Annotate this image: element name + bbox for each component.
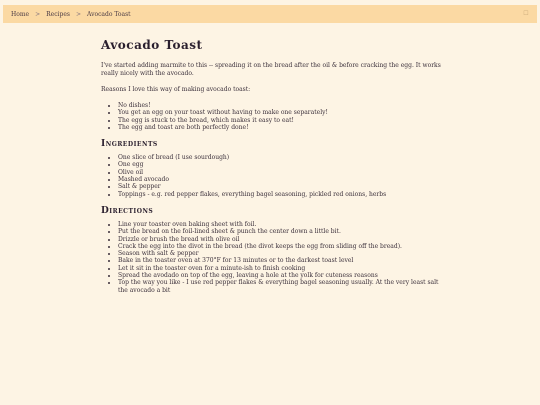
list-item: • Let it sit in the toaster oven for a minute-ish to finish cooking: [118, 265, 441, 272]
list-item: • Salt & pepper: [118, 183, 441, 190]
list-item: • Put the bread on the foil-lined sheet & punch the center down a little bit.: [118, 228, 441, 235]
breadcrumb: [3, 5, 537, 23]
breadcrumb-recipes-link[interactable]: Recipes: [46, 10, 70, 18]
list-item: • The egg is stuck to the bread, which makes it easy to eat!: [118, 117, 441, 124]
reasons-intro: Reasons I love this way of making avocado toast:: [101, 86, 251, 93]
directions-list: [101, 221, 441, 294]
recipe-intro: I've started adding marmite to this -- spreading it on the bread after the oil & before cracking the egg. It works really nicely with the avocado.: [101, 62, 441, 77]
breadcrumb-separator: >: [75, 10, 81, 18]
reasons-list: [101, 102, 441, 131]
list-item: • No dishes!: [118, 102, 441, 109]
recipe-content: [101, 38, 441, 300]
list-item: • Mashed avocado: [118, 176, 441, 183]
toggle-icon[interactable]: ☐: [523, 10, 529, 17]
directions-heading: Directions: [101, 205, 154, 216]
list-item: • Crack the egg into the divot in the bread (the divot keeps the egg from sliding off the bread).: [118, 243, 441, 250]
list-item: • Top the way you like - I use red pepper flakes & everything bagel seasoning usually. At the very least salt the avocado a bit: [118, 279, 441, 294]
list-item: • Spread the avodado on top of the egg, leaving a hole at the yolk for cuteness reasons: [118, 272, 441, 279]
list-item: • Toppings - e.g. red pepper flakes, everything bagel seasoning, pickled red onions, herbs: [118, 191, 441, 198]
list-item: • Line your toaster oven baking sheet with foil.: [118, 221, 441, 228]
list-item: • Olive oil: [118, 169, 441, 176]
list-item: • One slice of bread (I use sourdough): [118, 154, 441, 161]
page-title: Avocado Toast: [101, 38, 203, 52]
list-item: • Season with salt & pepper: [118, 250, 441, 257]
ingredients-heading: Ingredients: [101, 139, 158, 150]
list-item: • One egg: [118, 161, 441, 168]
list-item: • Bake in the toaster oven at 370°F for 13 minutes or to the darkest toast level: [118, 257, 441, 264]
breadcrumb-current-page: Avocado Toast: [86, 10, 131, 18]
list-item: • The egg and toast are both perfectly done!: [118, 124, 441, 131]
breadcrumb-separator: >: [35, 10, 41, 18]
ingredients-list: [101, 154, 441, 198]
breadcrumb-home-link[interactable]: Home: [11, 10, 30, 18]
list-item: • Drizzle or brush the bread with olive oil: [118, 236, 441, 243]
list-item: • You get an egg on your toast without having to make one separately!: [118, 109, 441, 116]
